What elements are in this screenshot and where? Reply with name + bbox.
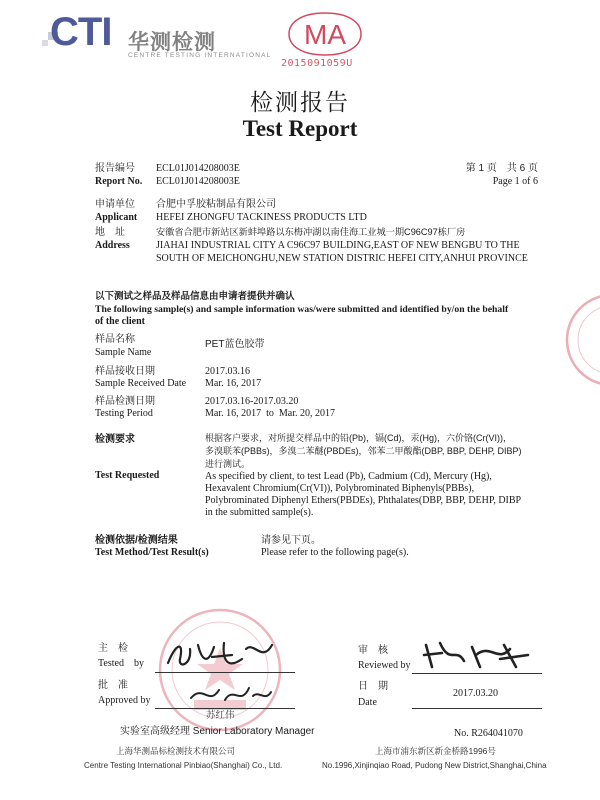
test-method-label-cn: 检测依据/检测结果 (95, 535, 178, 546)
date-line (412, 708, 542, 709)
approver-title: 实验室高级经理 Senior Laboratory Manager (120, 726, 315, 737)
test-requested-en-1: As specified by client, to test Lead (Pb), Cadmium (Cd), Mercury (Hg), (205, 471, 492, 482)
ma-serial: 2015091059U (281, 58, 353, 69)
date-label-cn: 日 期 (358, 681, 388, 692)
page-number-en: Page 1 of 6 (492, 176, 538, 187)
sample-intro-cn: 以下测试之样品及样品信息由申请者提供并确认 (95, 291, 295, 302)
footer-address-cn: 上海市浦东新区新金桥路1996号 (375, 746, 496, 756)
reviewed-label-cn: 审 核 (358, 645, 388, 656)
sample-name-label-en: Sample Name (95, 347, 152, 358)
tested-label-en: Tested by (98, 658, 144, 669)
address-label-en: Address (95, 240, 130, 251)
test-method-label-en: Test Method/Test Result(s) (95, 547, 209, 558)
test-requested-label-cn: 检测要求 (95, 434, 135, 445)
footer-address-en: No.1996,Xinjinqiao Road, Pudong New District,Shanghai,China (322, 761, 547, 770)
testing-period-value-2: Mar. 16, 2017 to Mar. 20, 2017 (205, 408, 335, 419)
page-number-cn: 第 1 页 共 6 页 (465, 163, 538, 174)
tested-label-cn: 主 检 (98, 643, 128, 654)
footer-company-cn: 上海华测品标检测技术有限公司 (116, 746, 236, 756)
title-en: Test Report (242, 116, 358, 141)
test-method-value-en: Please refer to the following page(s). (261, 547, 409, 558)
test-requested-en-4: in the submitted sample(s). (205, 507, 314, 518)
date-label-en: Date (358, 697, 377, 708)
report-no-value-cn: ECL01J014208003E (156, 163, 240, 174)
test-requested-en-2: Hexavalent Chromium(Cr(VI)), Polybrominated Biphenyls(PBBs), (205, 483, 475, 494)
sample-name-label-cn: 样品名称 (95, 334, 135, 345)
sample-intro-en-2: of the client (95, 316, 145, 327)
received-date-label-cn: 样品接收日期 (95, 366, 155, 377)
test-requested-cn-3: 进行测试。 (205, 459, 251, 469)
report-serial: No. R264041070 (454, 728, 523, 739)
test-requested-cn-1: 根据客户要求，对所提交样品中的铅(Pb)，镉(Cd)，汞(Hg)，六价铬(Cr(VI))， (205, 433, 512, 443)
address-value-en-1: JIAHAI INDUSTRIAL CITY A C96C97 BUILDING,EAST OF NEW BENGBU TO THE (156, 240, 520, 251)
test-requested-cn-2: 多溴联苯(PBBs)，多溴二苯醚(PBDEs)，邻苯二甲酸酯(DBP, BBP, DEHP, DIBP) (205, 446, 522, 456)
reviewer-signature-icon (420, 637, 540, 673)
cti-logo (42, 10, 272, 66)
testing-period-label-cn: 样品检测日期 (95, 396, 155, 407)
test-requested-en-3: Polybrominated Diphenyl Ethers(PBDEs), Phthalates(DBP, BBP, DEHP, DIBP (205, 495, 522, 506)
received-date-value-1: 2017.03.16 (205, 366, 250, 377)
cma-mark-icon (284, 10, 366, 58)
approver-signature-icon (185, 680, 275, 710)
approved-label-en: Approved by (98, 695, 151, 706)
applicant-value-en: HEFEI ZHONGFU TACKINESS PRODUCTS LTD (156, 212, 367, 223)
test-method-value-cn: 请参见下页。 (261, 535, 321, 546)
address-label-cn: 地 址 (95, 227, 125, 238)
reviewed-label-en: Reviewed by (358, 660, 411, 671)
ma-mark-text: MA (304, 19, 346, 50)
report-no-label-cn: 报告编号 (95, 163, 135, 174)
reviewed-signature-line (412, 673, 542, 674)
applicant-label-cn: 申请单位 (95, 199, 135, 210)
testing-period-value-1: 2017.03.16-2017.03.20 (205, 396, 299, 407)
approved-label-cn: 批 准 (98, 680, 128, 691)
approver-name-print: 苏红伟 (206, 710, 235, 721)
title-cn: 检测报告 (250, 90, 350, 116)
cti-logo-cn: 华测检测 (128, 30, 216, 54)
sample-intro-en-1: The following sample(s) and sample information was/were submitted and identified by/on the behalf (95, 304, 509, 315)
address-value-en-2: SOUTH OF MEICHONGHU,NEW STATION DISTRIC HEFEI CITY,ANHUI PROVINCE (156, 253, 528, 264)
tester-signature-icon (162, 635, 282, 675)
received-date-label-en: Sample Received Date (95, 378, 187, 389)
test-requested-label-en: Test Requested (95, 470, 160, 481)
applicant-label-en: Applicant (95, 212, 138, 223)
testing-period-label-en: Testing Period (95, 408, 153, 419)
address-value-cn: 安徽省合肥市新站区新蚌埠路以东梅冲湖以南佳海工业城一期C96C97栋厂房 (156, 227, 466, 237)
cti-logo-letters: CTI (50, 10, 112, 54)
edge-seal-icon (562, 290, 600, 390)
applicant-value-cn: 合肥中孚胶粘制品有限公司 (156, 199, 276, 210)
report-no-label-en: Report No. (95, 176, 143, 187)
sample-name-value: PET蓝色胶带 (205, 339, 265, 350)
report-no-value-en: ECL01J014208003E (156, 176, 240, 187)
date-value: 2017.03.20 (453, 688, 498, 699)
footer-company-en: Centre Testing International Pinbiao(Shanghai) Co., Ltd. (84, 761, 283, 770)
received-date-value-2: Mar. 16, 2017 (205, 378, 262, 389)
cti-logo-en: CENTRE TESTING INTERNATIONAL (128, 52, 272, 59)
